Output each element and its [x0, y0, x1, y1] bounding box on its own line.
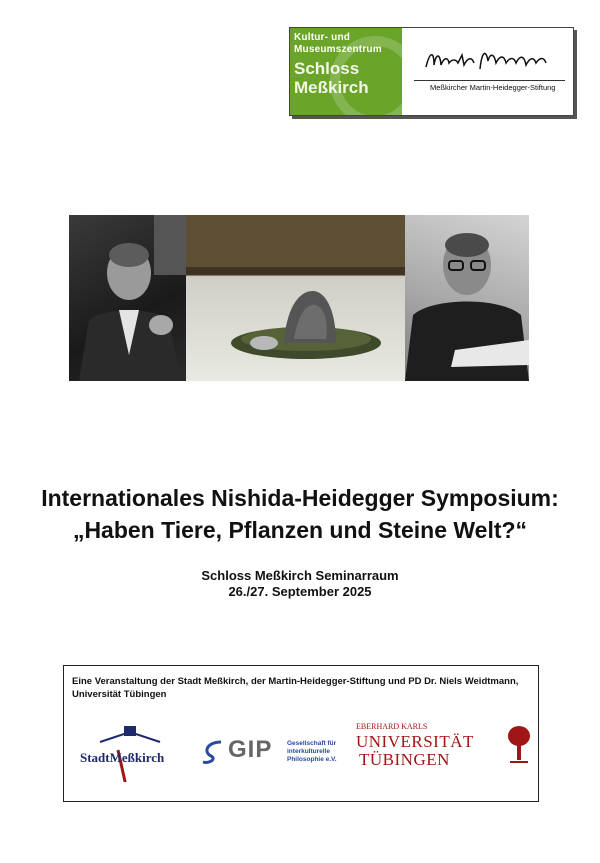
uni-line2: UNIVERSITÄT	[356, 732, 474, 751]
museum-line3: Schloss	[294, 59, 360, 78]
venue-date: 26./27. September 2025	[228, 584, 372, 599]
stadt-logo-text: StadtMeßkirch	[80, 750, 165, 765]
photo-nishida	[405, 215, 529, 381]
nishida-portrait	[405, 215, 529, 381]
uni-line1: EBERHARD KARLS	[356, 722, 428, 731]
signature-underline	[414, 80, 565, 81]
venue-info	[0, 568, 600, 600]
museum-line2: Museumszentrum	[294, 44, 382, 55]
photo-zen-garden	[186, 215, 405, 381]
museum-logo	[290, 28, 402, 115]
gip-subtitle	[287, 740, 357, 764]
venue-place: Schloss Meßkirch Seminarraum	[201, 568, 399, 583]
museum-name-large	[294, 59, 369, 97]
heidegger-portrait	[69, 215, 186, 381]
gip-line1: Gesellschaft für	[287, 740, 337, 747]
organizer-box	[63, 665, 539, 802]
gip-swirl-icon	[201, 738, 227, 766]
gip-logo-text: GIP	[228, 736, 273, 763]
heidegger-signature	[422, 43, 557, 75]
foundation-caption: Meßkircher Martin-Heidegger-Stiftung	[430, 83, 556, 92]
sponsor-logos	[64, 718, 538, 798]
uni-line3: TÜBINGEN	[359, 750, 450, 769]
museum-line1: Kultur- und	[294, 32, 351, 43]
gip-line2: interkulturelle	[287, 748, 330, 755]
gip-line3: Philosophie e.V.	[287, 756, 337, 763]
photo-strip	[69, 215, 529, 381]
foundation-logo	[402, 28, 573, 115]
palm-tree-icon	[506, 724, 532, 764]
title-line2: „Haben Tiere, Pflanzen und Steine Welt?“	[72, 517, 528, 543]
header-logo-block	[289, 27, 574, 116]
photo-heidegger	[69, 215, 186, 381]
organizer-text: Eine Veranstaltung der Stadt Meßkirch, der Martin-Heidegger-Stiftung und PD Dr. Niels Weidtmann, Universität Tübingen	[72, 676, 519, 700]
event-title	[0, 482, 600, 546]
museum-line4: Meßkirch	[294, 78, 369, 97]
museum-name-small	[294, 32, 382, 56]
title-line1: Internationales Nishida-Heidegger Symposium:	[41, 485, 559, 511]
zen-rock-garden	[186, 215, 405, 381]
